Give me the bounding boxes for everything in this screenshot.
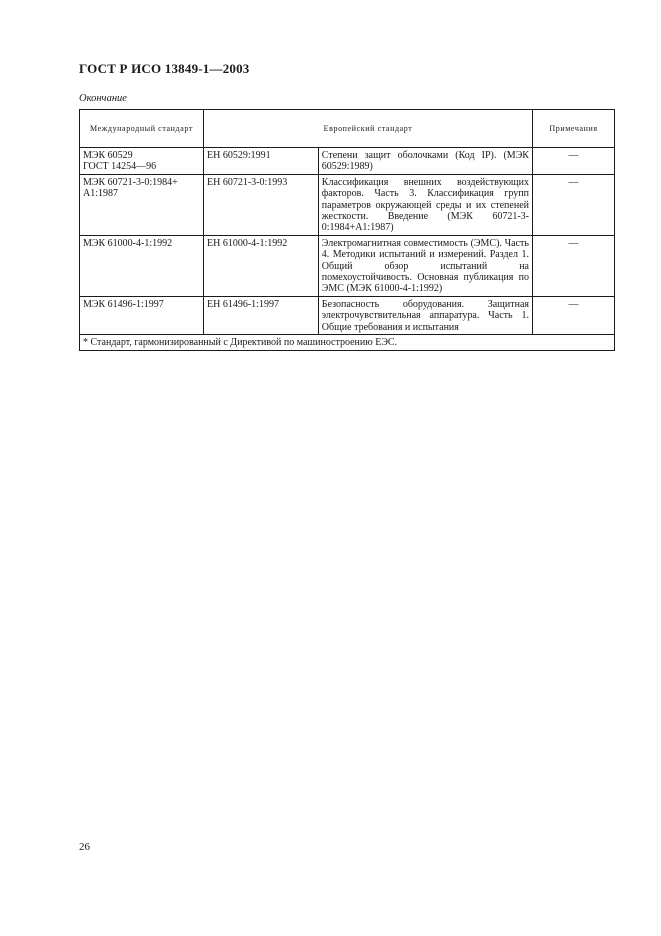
cell-note: — xyxy=(532,235,614,296)
page-number: 26 xyxy=(79,841,90,853)
table-header-row xyxy=(80,110,615,148)
table-row xyxy=(80,148,615,175)
table-row xyxy=(80,174,615,235)
column-header-european: Европейский стандарт xyxy=(204,110,533,148)
standards-table xyxy=(79,109,615,351)
cell-international: МЭК 60721-3-0:1984+ A1:1987 xyxy=(80,174,204,235)
cell-note: — xyxy=(532,148,614,175)
cell-description: Безопасность оборудования. Защитная электрочувствительная аппаратура. Часть 1. Общие требования и испытания xyxy=(318,296,532,334)
document-title: ГОСТ Р ИСО 13849-1—2003 xyxy=(79,61,250,76)
table-row xyxy=(80,296,615,334)
table-footnote: * Стандарт, гармонизированный с Директивой по машиностроению ЕЭС. xyxy=(80,335,615,350)
cell-en-standard: ЕН 60721-3-0:1993 xyxy=(204,174,319,235)
cell-description: Классификация внешних воздействующих факторов. Часть 3. Классификация групп параметров окружающей среды и их степеней жесткости. Введение (МЭК 60721-3-0:1984+A1:1987) xyxy=(318,174,532,235)
cell-international: МЭК 60529 ГОСТ 14254—96 xyxy=(80,148,204,175)
column-header-notes: Примечания xyxy=(532,110,614,148)
cell-note: — xyxy=(532,174,614,235)
column-header-international: Международный стандарт xyxy=(80,110,204,148)
cell-en-standard: ЕН 60529:1991 xyxy=(204,148,319,175)
cell-note: — xyxy=(532,296,614,334)
cell-international: МЭК 61000-4-1:1992 xyxy=(80,235,204,296)
cell-en-standard: ЕН 61496-1:1997 xyxy=(204,296,319,334)
cell-description: Степени защит оболочками (Код IP). (МЭК 60529:1989) xyxy=(318,148,532,175)
cell-en-standard: ЕН 61000-4-1:1992 xyxy=(204,235,319,296)
cell-description: Электромагнитная совместимость (ЭМС). Часть 4. Методики испытаний и измерений. Раздел 1. Общий обзор испытаний на помехоустойчивость. Основная публикация по ЭМС (МЭК 61000-4-1:1992) xyxy=(318,235,532,296)
cell-international: МЭК 61496-1:1997 xyxy=(80,296,204,334)
footnote-row xyxy=(80,335,615,350)
table-row xyxy=(80,235,615,296)
continuation-label: Окончание xyxy=(79,93,127,104)
